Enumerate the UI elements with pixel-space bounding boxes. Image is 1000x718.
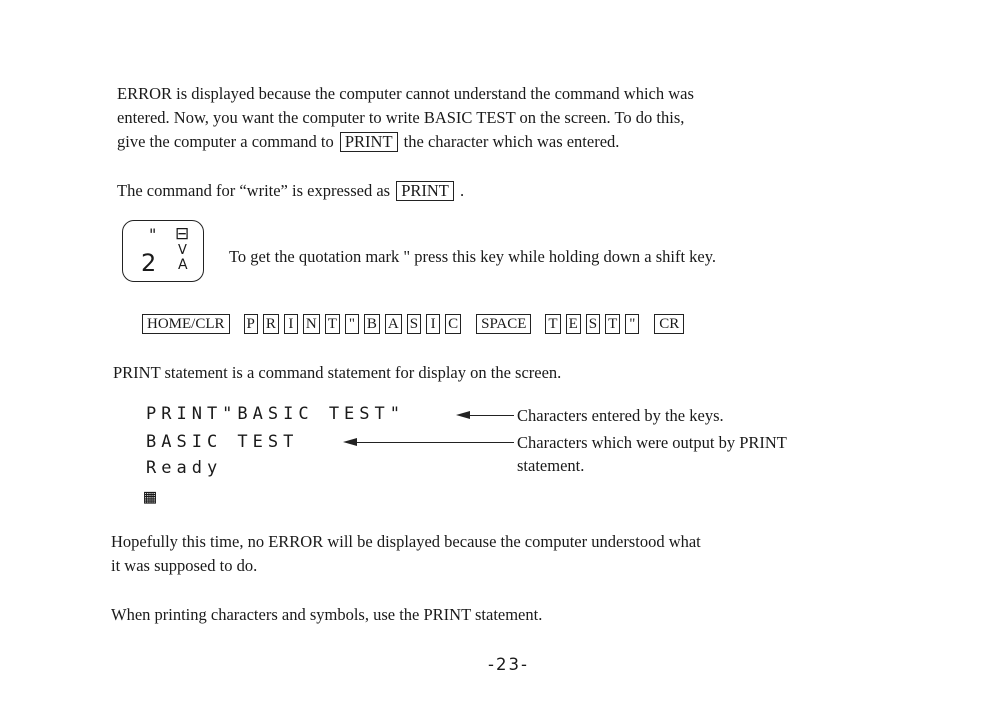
key-cr: CR [654,314,684,334]
key-p: P [244,314,258,334]
screen-line-2: BASIC TEST [146,432,299,452]
key-v-glyph: V [178,243,187,258]
key-s-2: S [586,314,600,334]
key-digit-glyph: 2 [141,249,157,277]
key-quote: " [345,314,359,334]
write-command-line [117,179,464,203]
arrow-1-line [468,415,514,416]
screen-line-1: PRINT"BASIC TEST" [146,404,405,424]
hopefully-line-2: it was supposed to do. [111,556,258,575]
annotation-entered: Characters entered by the keys. [517,406,724,425]
annotation-output-line-1: Characters which were output by PRINT [517,433,787,452]
key-sequence [142,311,698,337]
key-i: I [284,314,298,334]
key-s: S [407,314,421,334]
hopefully-line-1: Hopefully this time, no ERROR will be displayed because the computer understood what [111,532,701,551]
key-c: C [445,314,461,334]
key-graphic-glyph: ⊟ [175,224,190,244]
write-command-period: . [460,181,465,200]
key-e: E [566,314,581,334]
key-space: SPACE [476,314,531,334]
key-t-2: T [545,314,560,334]
cursor-block: ▦ [144,484,157,508]
key-t: T [325,314,340,334]
print-key-inline-2: PRINT [396,181,454,201]
annotation-output-line-2: statement. [517,456,585,475]
key-b: B [364,314,380,334]
key-quote-2: " [625,314,639,334]
key-a-glyph: A [178,257,188,273]
key-t-3: T [605,314,620,334]
intro-line-3-after: the character which was entered. [403,132,620,151]
print-key-inline: PRINT [340,132,398,152]
print-statement-text: PRINT statement is a command statement for display on the screen. [113,363,562,382]
arrow-2-line [355,442,514,443]
key-n: N [303,314,320,334]
key-r: R [263,314,279,334]
closing-text: When printing characters and symbols, use the PRINT statement. [111,605,543,624]
intro-line-3-before: give the computer a command to [117,132,334,151]
key-i-2: I [426,314,440,334]
key-quote-glyph: " [149,225,157,244]
intro-line-1: ERROR is displayed because the computer cannot understand the command which was [117,84,694,103]
key-caption: To get the quotation mark " press this key while holding down a shift key. [229,247,717,266]
key-a: A [385,314,402,334]
write-command-text: The command for “write” is expressed as [117,181,391,200]
screen-line-3: Ready [146,458,223,478]
page-number: -23- [488,655,529,674]
quote-key-icon [122,220,204,282]
key-home-clr: HOME/CLR [142,314,230,334]
intro-line-2: entered. Now, you want the computer to write BASIC TEST on the screen. To do this, [117,108,685,127]
intro-line-3 [117,130,619,154]
